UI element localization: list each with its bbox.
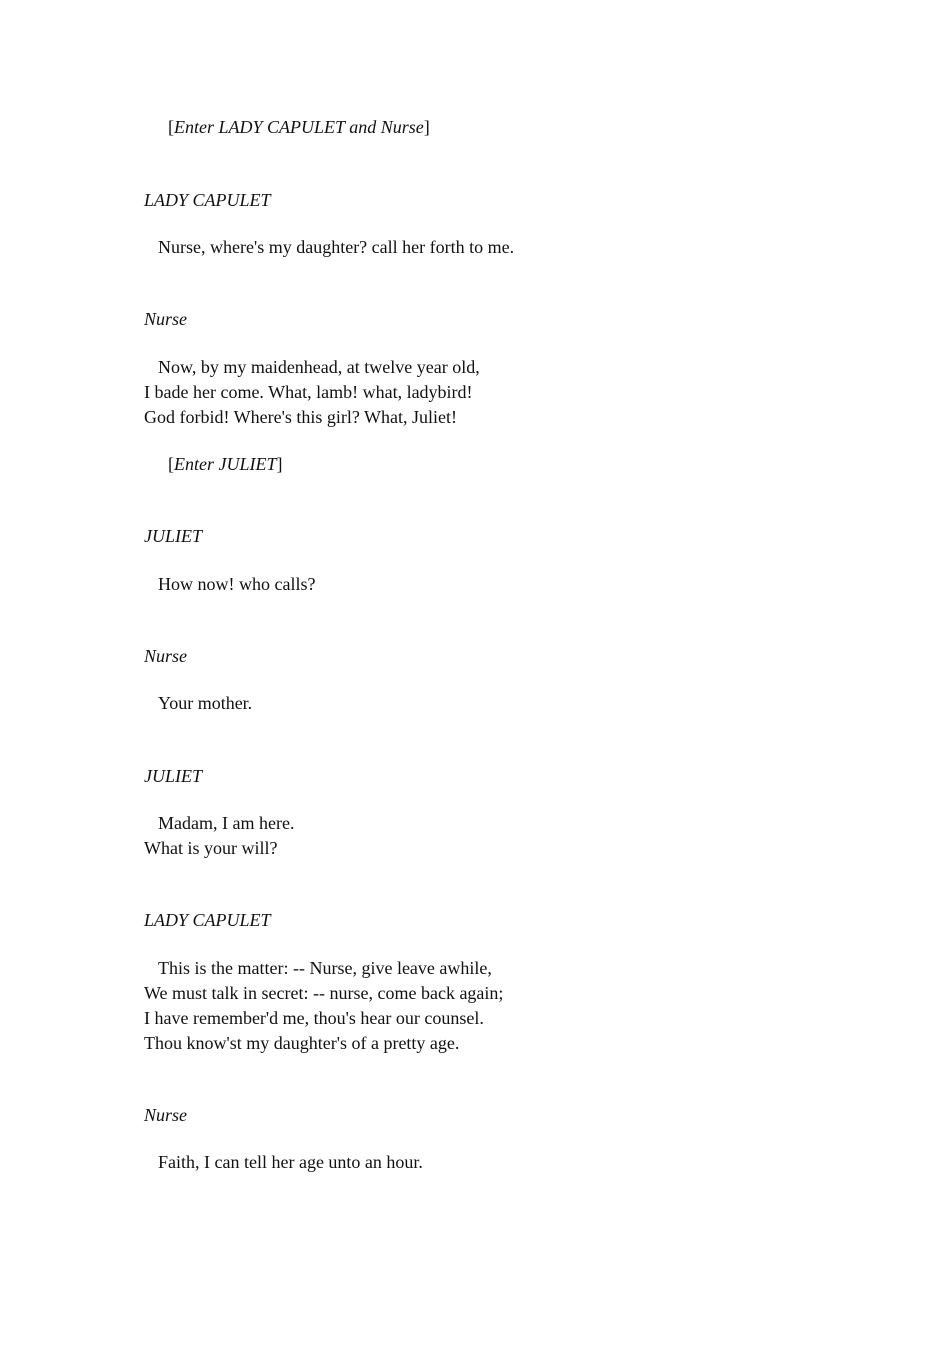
speech-line: God forbid! Where's this girl? What, Juliet! [144,407,458,427]
speech-line: Faith, I can tell her age unto an hour. [158,1152,423,1172]
speech-line: Nurse, where's my daughter? call her forth to me. [158,237,515,257]
speech-block [144,956,503,1056]
speech-line: Now, by my maidenhead, at twelve year old, [158,357,480,377]
stage-direction-text: Enter LADY CAPULET and Nurse [174,117,424,137]
speech-line: Thou know'st my daughter's of a pretty age. [144,1033,460,1053]
speech-line: Your mother. [158,693,253,713]
speaker-name: LADY CAPULET [144,910,271,930]
stage-direction-text: Enter JULIET [174,454,277,474]
speech-block [144,355,480,430]
stage-direction: [Enter LADY CAPULET and Nurse] [168,117,430,137]
speech-line: What is your will? [144,838,278,858]
speech-block [144,1150,423,1175]
speech-line: I have remember'd me, thou's hear our counsel. [144,1008,484,1028]
speech-line: I bade her come. What, lamb! what, ladybird! [144,382,473,402]
speaker-name: Nurse [144,1105,188,1125]
speaker-name: LADY CAPULET [144,190,271,210]
speech-line: How now! who calls? [158,574,316,594]
speech-block [144,811,294,861]
speech-line: Madam, I am here. [158,813,295,833]
speech-line: This is the matter: -- Nurse, give leave awhile, [158,958,492,978]
speaker-name: JULIET [144,526,202,546]
speaker-name: Nurse [144,309,188,329]
stage-direction: [Enter JULIET] [168,454,283,474]
speech-block [144,691,252,716]
speaker-name: Nurse [144,646,188,666]
speech-block [144,572,315,597]
speaker-name: JULIET [144,766,202,786]
speech-line: We must talk in secret: -- nurse, come back again; [144,983,504,1003]
speech-block [144,235,514,260]
